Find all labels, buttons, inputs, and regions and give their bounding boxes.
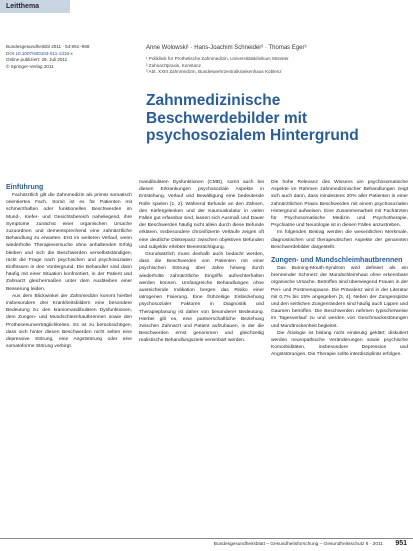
text-column-3 [271,179,408,359]
article-metadata [6,44,138,70]
section-heading: Einführung [6,184,44,191]
page-number: 951 [395,540,407,547]
section-heading: Zungen- und Mundschleimhautbrennen [271,257,403,265]
affiliation-item: ² Zahnarztpraxis, Konstanz [146,62,201,68]
paragraph: mandibulären Dysfunktionen (CMD), somit auch bei diesen Erkrankungen psychosoziale Aspekte in Entstehung, Verlauf und Bewältigung eine bedeutende Rolle spielen [1, 2]. Während Befunde an den Zähnen, den Kiefergelenken und der Kaumuskulatur in vielen Fällen gut erfassbar sind, lassen sich Ausmaß und Dauer der Beschwerden häufig nicht allein durch diese Befunde erklären. Insbesondere chronifizierte Verläufe zeigen oft eine deutliche Diskrepanz zwischen objektiven Befunden und subjektiv erlebter Beeinträchtigung. [139,180,264,250]
author-list: Anne Wolowski¹ · Hans-Joachim Schneider² · Thomas Eger³ [146,45,307,51]
affiliation-item: ¹ Poliklinik für Prothetische Zahnmedizin, Universitätsklinikum Münster [146,56,289,61]
citation: Bundesgesundheitsbl 2011 · 54:951–958 [6,44,90,49]
article-title: Zahnmedizinische Beschwerdebilder mit psychosozialem Hintergrund [146,92,359,144]
paragraph: Die hohe Relevanz des Wissens um psychosomatische Aspekte im Rahmen zahnmedizinischer Behandlungen zeigt sich auch darin, dass mindestens 20% aller Patienten in einer zahnärztlichen Praxis Beschwerden mit einem psychosozialen Hintergrund aufweisen. Eine Zusammenarbeit mit Fachärzten für Psychosomatische Medizin und Psychotherapie, Psychiatrie und Neurologie ist in diesen Fällen anzustreben. [271,180,408,229]
paragraph: Die Ätiologie ist bislang nicht eindeutig geklärt; diskutiert werden neuropathische Veränderungen sowie psychische Komorbiditäten, insbesondere Depression und Angststörungen. Die Therapie sollte interdisziplinär erfolgen. [271,330,408,358]
journal-name: Bundesgesundheitsblatt – Gesundheitsforschung – Gesundheitsschutz 8 · 2011 [213,542,383,547]
paragraph: Fachärztlich gilt die Zahnmedizin als primär somatisch orientiertes Fach. Somit ist es für Patienten mit schmerzhaften oder funktionellen Beschwerden im Mund-, Kiefer- und Gesichtsbereich naheliegend, ihre Symptome zunächst einer organischen Ursache zuzuordnen und dementsprechend eine zahnärztliche Behandlung zu erwarten. Erst im weiteren Verlauf, wenn wiederholte Therapieversuche ohne anhaltenden Erfolg bleiben und sich die Beschwerden verselbstständigen, rückt die Frage nach psychischen und psychosozialen Einflüssen in den Vordergrund. Die Behandler sind dann häufig mit einer Situation konfrontiert, in der Patient und Zahnarzt gleichermaßen unter dem Ausbleiben einer Besserung leiden. [6,193,132,292]
publication-date: Online publiziert: 29. Juli 2011 [6,57,68,63]
affiliation-item: ³ Abt. XXIII Zahnmedizin, Bundeswehrzentralkrankenhaus Koblenz [146,69,282,75]
paragraph: Grundsätzlich muss deshalb auch bedacht werden, dass die Beschwerden von Patienten mit einer psychischen Störung über Jahre hinweg durch wiederholte zahnärztliche Eingriffe aufrechterhalten werden können. Umfangreiche Behandlungen ohne ausreichende Indikation bergen das Risiko einer iatrogenen Fixierung. Eine frühzeitige Einbeziehung psychosozialer Faktoren in Diagnostik und Therapieplanung ist daher von besonderer Bedeutung. Hierbei gilt es, eine partnerschaftliche Beziehung zwischen Zahnarzt und Patient aufzubauen, in der die Beschwerden ernst genommen und gleichzeitig realistische Behandlungsziele vereinbart werden. [139,252,264,344]
affiliation-list [146,56,408,76]
doi-link[interactable]: DOI 10.1007/s00103-011-1316-x [6,50,73,56]
text-column-1 [6,183,132,350]
copyright: © Springer-Verlag 2011 [6,63,54,69]
paragraph: Aus dem Blickwinkel der Zahnmedizin kommt hierbei insbesondere drei Krankheitsbildern eine besondere Bedeutung zu: den kraniomandibulären Dysfunktionen, dem Zungen- und Mundschleimhautbrennen sowie den Prothesenunverträglichkeiten. Es ist zu berücksichtigen, dass sich hinter diesen Beschwerden nicht selten eine depressive Störung, eine Angststörung oder eine somatoforme Störung verbirgt. [6,293,132,350]
page-footer [0,538,413,551]
section-tag: Leitthema [0,0,70,13]
paragraph: Das Burning-Mouth-Syndrom wird definiert als ein brennender Schmerz der Mundschleimhaut ohne erkennbare organische Ursache. Betroffen sind überwiegend Frauen in der Peri- und Postmenopause. Die Prävalenz wird in der Literatur mit 0,7% bis 15% angegeben [3, 4]. Neben der Zungenspitze und den seitlichen Zungenrändern sind häufig auch Lippen und Gaumen betroffen. Die Beschwerden nehmen typischerweise im Tagesverlauf zu und werden von Geschmacksstörungen und Mundtrockenheit begleitet. [271,266,408,329]
paragraph: Im folgenden Beitrag werden die wesentlichen Merkmale, diagnostischen und therapeutischen Aspekte der genannten Beschwerdebilder dargestellt. [271,230,408,250]
text-column-2 [139,179,264,345]
